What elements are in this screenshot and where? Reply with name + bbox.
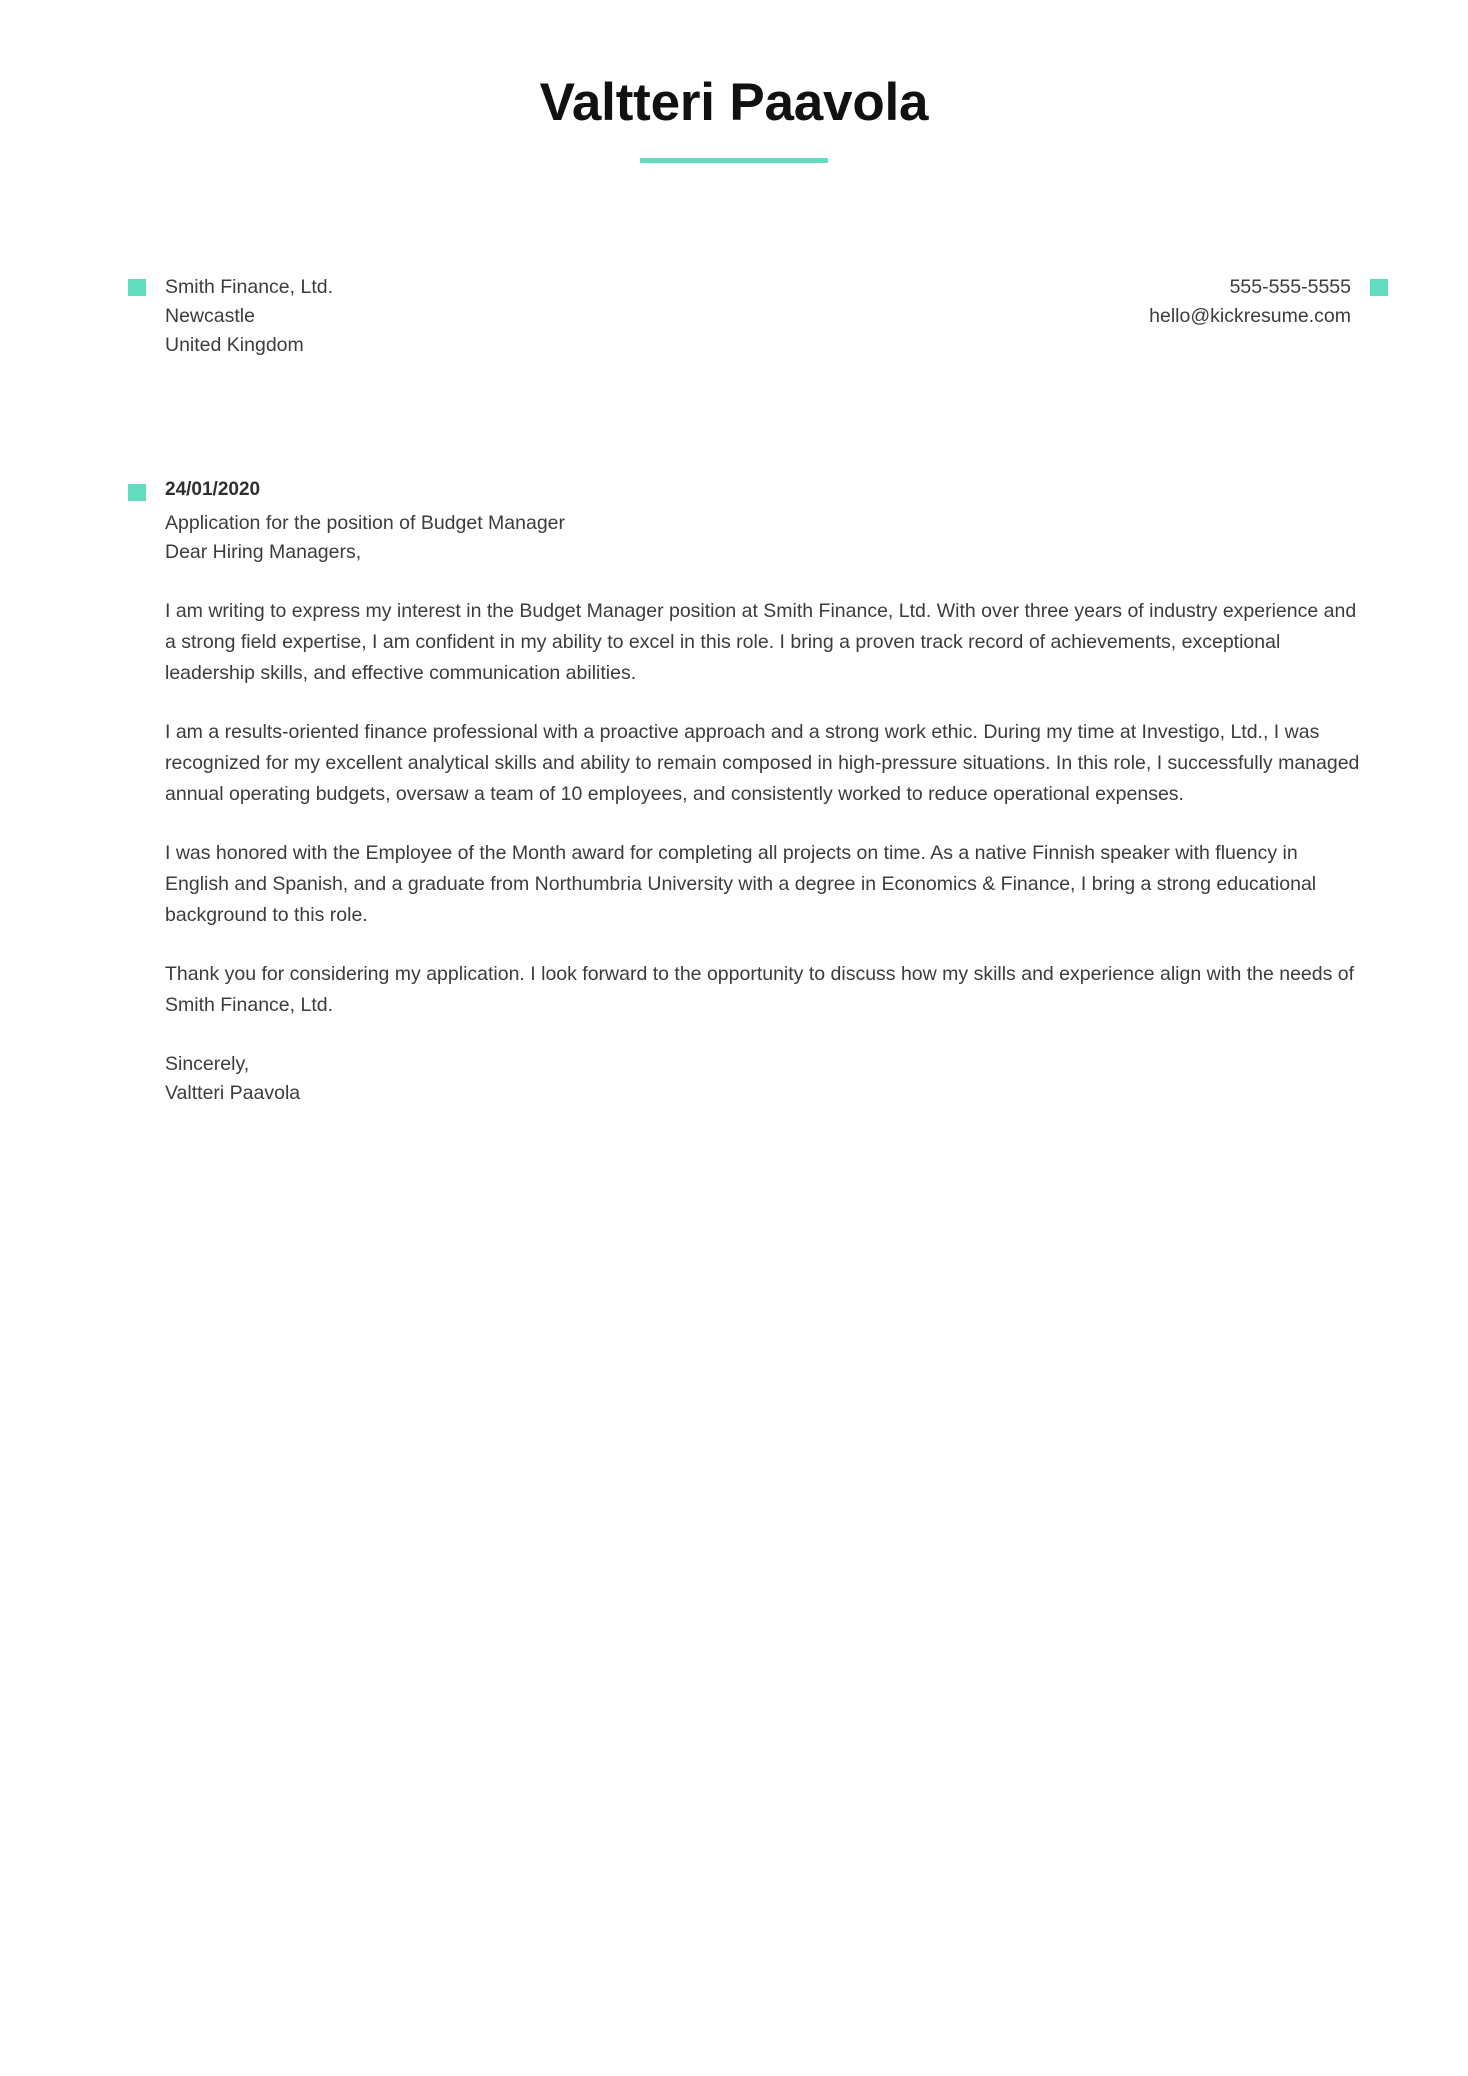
sender-block [1149,273,1388,331]
square-bullet-icon [128,484,146,501]
signature-name: Valtteri Paavola [165,1082,301,1105]
recipient-city: Newcastle [165,305,255,328]
letter-paragraph: Thank you for considering my application. I look forward to the opportunity to discuss how my skills and experience align with the needs of Smith Finance, Ltd. [165,963,1355,1017]
contact-row [0,273,1468,360]
letter-date: 24/01/2020 [165,479,261,501]
letter-paragraph: I was honored with the Employee of the Month award for completing all projects on time. As a native Finnish speaker with fluency in English and Spanish, and a graduate from Northumbria University with a degree in Economics & Finance, I bring a strong educational background to this role. [165,842,1317,927]
recipient-lines [165,273,333,360]
letter-paragraphs [165,537,1360,1021]
recipient-block [128,273,333,360]
letter-body [0,478,1468,1108]
sender-lines [1149,273,1351,331]
sender-phone[interactable]: 555-555-5555 [1229,276,1351,299]
letter-paragraph: I am writing to express my interest in the Budget Manager position at Smith Finance, Ltd. With over three years of industry experience and a strong field expertise, I am confident in my ability to excel in this role. I bring a proven track record of achievements, exceptional leadership skills, and effective communication abilities. [165,600,1357,685]
letter-subject: Application for the position of Budget Manager [165,512,566,535]
recipient-country: United Kingdom [165,334,304,357]
letter-paragraph: I am a results-oriented finance professional with a proactive approach and a strong work ethic. During my time at Investigo, Ltd., I was recognized for my excellent analytical skills and ability to remain composed in high-pressure situations. In this role, I successfully managed annual operating budgets, oversaw a team of 10 employees, and consistently worked to reduce operational expenses. [165,721,1360,806]
letter-header [0,0,1468,163]
title-accent-rule [640,158,828,163]
signature-block [165,1050,1360,1108]
square-bullet-icon [128,279,146,296]
sender-email[interactable]: hello@kickresume.com [1149,305,1351,328]
page-title: Valtteri Paavola [539,73,929,132]
square-bullet-icon [1370,279,1388,296]
date-row [128,478,1360,502]
recipient-company: Smith Finance, Ltd. [165,276,333,299]
letter-salutation: Dear Hiring Managers, [165,541,362,564]
closing-word: Sincerely, [165,1053,250,1076]
